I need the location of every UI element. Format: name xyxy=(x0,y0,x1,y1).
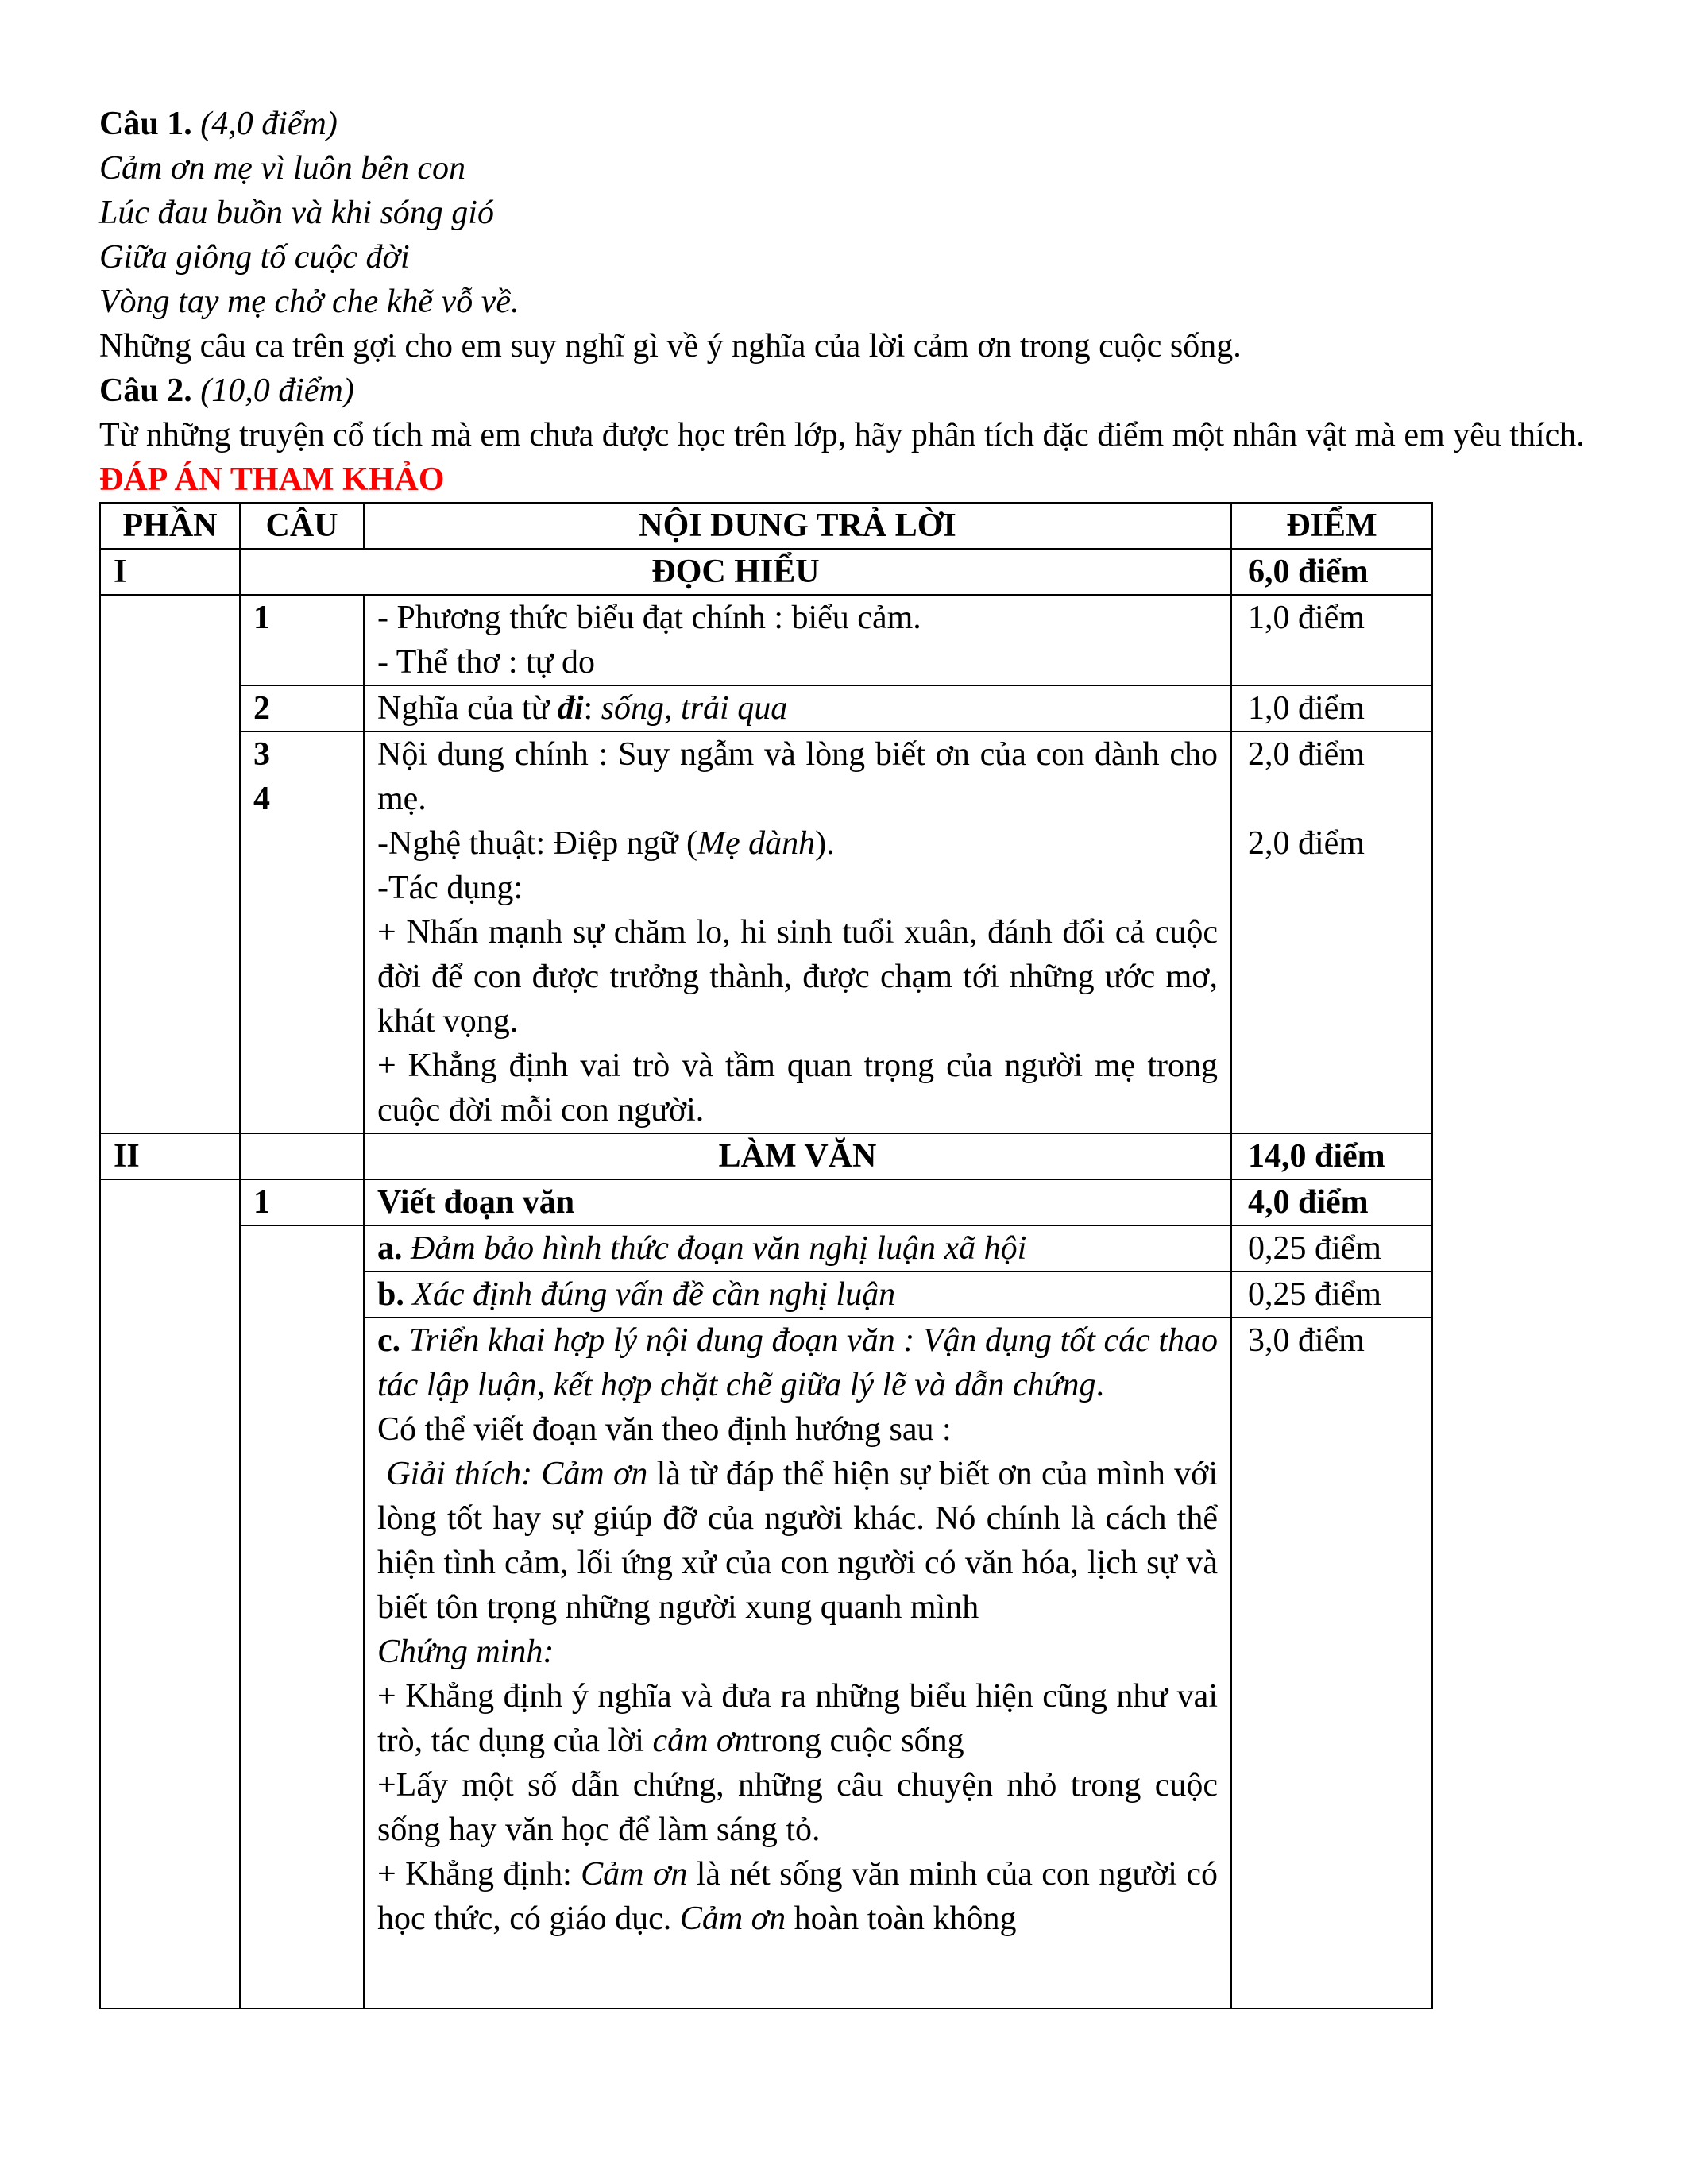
poem-line-2: Lúc đau buồn và khi sóng gió xyxy=(99,195,494,231)
criterion-c-text: Triển khai hợp lý nội dung đoạn văn : Vận dụng tốt các thao tác lập luận, kết hợp chặt chẽ giữa lý lẽ và dẫn chứng xyxy=(377,1322,1218,1403)
question-1-prompt: Những câu ca trên gợi cho em suy nghĩ gì về ý nghĩa của lời cảm ơn trong cuộc sống. xyxy=(99,328,1242,365)
criterion-b xyxy=(364,1271,1231,1318)
affirm-suffix: hoàn toàn không xyxy=(786,1900,1017,1937)
answer-heading: ĐÁP ÁN THAM KHẢO xyxy=(99,461,445,498)
prove-1 xyxy=(377,1674,1218,1763)
poem-line-4: Vòng tay mẹ chở che khẽ vỗ về. xyxy=(99,284,520,320)
row-2-meaning: sống, trải qua xyxy=(601,690,788,727)
section-2-title: LÀM VĂN xyxy=(364,1133,1231,1179)
section-2-row xyxy=(100,1133,1432,1179)
question-2-header xyxy=(99,369,1589,413)
art-suffix: ). xyxy=(815,825,835,862)
table-row xyxy=(100,731,1432,1133)
row-1-line-1: - Phương thức biểu đạt chính : biểu cảm. xyxy=(377,600,921,636)
table-row xyxy=(100,595,1432,685)
question-1-header xyxy=(99,102,1589,146)
row-3-score: 2,0 điểm xyxy=(1248,736,1365,773)
writing-title: Viết đoạn văn xyxy=(364,1179,1231,1225)
section-2-part: II xyxy=(100,1133,240,1179)
affirm-prefix: + Khẳng định: xyxy=(377,1856,581,1893)
question-2-points: (10,0 điểm) xyxy=(200,372,354,409)
row-2-prefix: Nghĩa của từ xyxy=(377,690,558,727)
row-1-content xyxy=(364,595,1231,685)
writing-question: 1 xyxy=(240,1179,364,1225)
empty-part-cell xyxy=(100,595,240,1133)
affirm xyxy=(377,1852,1218,1941)
affirm-middle: là nét sống văn minh của con người có học thức, có giáo dục. xyxy=(377,1856,1218,1937)
question-1-points: (4,0 điểm) xyxy=(200,106,338,142)
criterion-c-explain xyxy=(377,1452,1218,1630)
empty-part-cell-2 xyxy=(100,1179,240,2008)
row-2-word: đi xyxy=(557,690,584,727)
row-2-score: 1,0 điểm xyxy=(1231,685,1432,731)
header-part: PHẦN xyxy=(100,503,240,549)
section-2-score: 14,0 điểm xyxy=(1231,1133,1432,1179)
document-page xyxy=(99,102,1589,2009)
question-1-title: Câu 1. xyxy=(99,106,192,142)
row-1-score: 1,0 điểm xyxy=(1231,595,1432,685)
criterion-a xyxy=(364,1225,1231,1271)
section-1-part: I xyxy=(100,549,240,595)
prove-1-prefix: + Khẳng định ý nghĩa và đưa ra những biểu hiện cũng như vai trò, tác dụng của lời xyxy=(377,1678,1218,1759)
table-row xyxy=(100,1225,1432,1271)
criterion-c-dot: . xyxy=(1095,1367,1104,1403)
prove-label: Chứng minh: xyxy=(377,1634,554,1670)
criterion-c-guide: Có thể viết đoạn văn theo định hướng sau : xyxy=(377,1411,952,1448)
poem-line-3: Giữa giông tố cuộc đời xyxy=(99,239,410,276)
row-2-question: 2 xyxy=(240,685,364,731)
section-1-score: 6,0 điểm xyxy=(1231,549,1432,595)
header-score: ĐIỂM xyxy=(1231,503,1432,549)
criterion-c-label: c. xyxy=(377,1322,401,1359)
answer-table xyxy=(99,502,1433,2009)
explain-word: Cảm ơn xyxy=(541,1456,648,1492)
criterion-c xyxy=(364,1318,1231,2008)
prove-2: +Lấy một số dẫn chứng, những câu chuyện nhỏ trong cuộc sống hay văn học để làm sáng tỏ. xyxy=(377,1767,1218,1848)
writing-score: 4,0 điểm xyxy=(1231,1179,1432,1225)
prove-1-word: cảm ơn xyxy=(652,1723,751,1759)
empty-question-cell xyxy=(240,1225,364,2008)
affirm-word-1: Cảm ơn xyxy=(581,1856,688,1893)
row-34-score xyxy=(1231,731,1432,1133)
row-4-effect: -Tác dụng: xyxy=(377,870,523,906)
criterion-c-score: 3,0 điểm xyxy=(1231,1318,1432,2008)
criterion-c-intro xyxy=(377,1318,1218,1407)
row-1-question: 1 xyxy=(240,595,364,685)
section-1-row xyxy=(100,549,1432,595)
row-4-point-2: + Khẳng định vai trò và tầm quan trọng của người mẹ trong cuộc đời mỗi con người. xyxy=(377,1048,1218,1129)
header-content: NỘI DUNG TRẢ LỜI xyxy=(364,503,1231,549)
criterion-a-score: 0,25 điểm xyxy=(1231,1225,1432,1271)
row-3-question: 3 xyxy=(253,736,270,773)
affirm-word-2: Cảm ơn xyxy=(679,1900,786,1937)
explain-label: Giải thích: xyxy=(377,1456,542,1492)
row-1-line-2: - Thể thơ : tự do xyxy=(377,644,596,681)
question-2-prompt: Từ những truyện cổ tích mà em chưa được học trên lớp, hãy phân tích đặc điểm một nhân vật mà em yêu thích. xyxy=(99,417,1585,453)
criterion-a-label: a. xyxy=(377,1230,403,1267)
row-34-content xyxy=(364,731,1231,1133)
row-34-question xyxy=(240,731,364,1133)
art-prefix: -Nghệ thuật: Điệp ngữ ( xyxy=(377,825,697,862)
criterion-a-text: Đảm bảo hình thức đoạn văn nghị luận xã hội xyxy=(402,1230,1027,1267)
row-4-score: 2,0 điểm xyxy=(1248,825,1365,862)
table-header-row xyxy=(100,503,1432,549)
criterion-b-text: Xác định đúng vấn đề cần nghị luận xyxy=(404,1276,896,1313)
prove-1-suffix: trong cuộc sống xyxy=(751,1723,964,1759)
table-row xyxy=(100,685,1432,731)
table-row xyxy=(100,1179,1432,1225)
poem-line-1: Cảm ơn mẹ vì luôn bên con xyxy=(99,150,465,187)
criterion-b-score: 0,25 điểm xyxy=(1231,1271,1432,1318)
question-2-title: Câu 2. xyxy=(99,372,192,409)
row-3-content: Nội dung chính : Suy ngẫm và lòng biết ơn của con dành cho mẹ. xyxy=(377,736,1218,817)
row-4-question: 4 xyxy=(253,781,270,817)
section-2-empty-question xyxy=(240,1133,364,1179)
row-4-art xyxy=(377,821,1218,866)
header-question: CÂU xyxy=(240,503,364,549)
art-word: Mẹ dành xyxy=(697,825,816,862)
criterion-b-label: b. xyxy=(377,1276,404,1313)
row-2-content xyxy=(364,685,1231,731)
row-2-colon: : xyxy=(583,690,601,727)
section-1-title: ĐỌC HIỂU xyxy=(240,549,1231,595)
explain-text: là từ đáp thể hiện sự biết ơn của mình với lòng tốt hay sự giúp đỡ của người khác. Nó chính là cách thể hiện tình cảm, lối ứng xử của con người có văn hóa, lịch sự và biết tôn trọng những người xung quanh mình xyxy=(377,1456,1218,1626)
row-4-point-1: + Nhấn mạnh sự chăm lo, hi sinh tuổi xuân, đánh đổi cả cuộc đời để con được trưởng thành, được chạm tới những ước mơ, khát vọng. xyxy=(377,914,1218,1040)
